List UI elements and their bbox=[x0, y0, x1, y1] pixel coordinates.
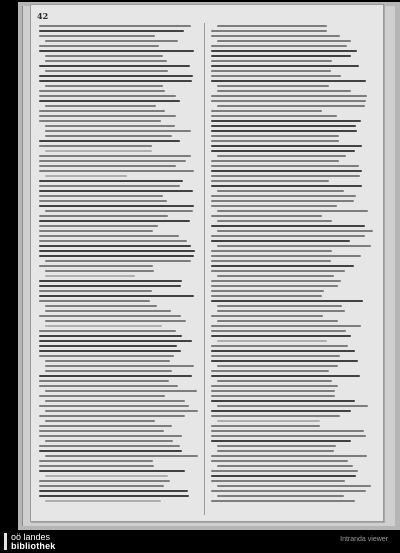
text-line bbox=[39, 155, 191, 157]
text-line bbox=[39, 485, 164, 487]
text-line bbox=[45, 500, 161, 502]
text-line bbox=[217, 105, 365, 107]
text-line bbox=[39, 470, 185, 472]
viewer-footer bbox=[0, 530, 400, 553]
text-line bbox=[39, 255, 194, 257]
text-line bbox=[39, 110, 165, 112]
text-line bbox=[211, 370, 329, 372]
text-line bbox=[211, 115, 337, 117]
text-line bbox=[39, 220, 190, 222]
text-line bbox=[45, 305, 157, 307]
text-line bbox=[39, 50, 194, 52]
text-line bbox=[211, 440, 351, 442]
page-number: 42 bbox=[37, 11, 49, 21]
text-line bbox=[211, 350, 355, 352]
text-line bbox=[39, 25, 191, 27]
library-logo-icon bbox=[4, 533, 7, 550]
text-line bbox=[211, 45, 347, 47]
text-line bbox=[217, 320, 338, 322]
text-line bbox=[45, 135, 172, 137]
text-line bbox=[39, 280, 182, 282]
text-line bbox=[39, 200, 167, 202]
text-line bbox=[217, 25, 327, 27]
text-line bbox=[45, 60, 167, 62]
text-column-left bbox=[39, 25, 195, 515]
text-line bbox=[45, 420, 155, 422]
text-line bbox=[45, 175, 127, 177]
text-line bbox=[39, 405, 189, 407]
text-line bbox=[211, 475, 356, 477]
text-line bbox=[39, 300, 150, 302]
text-line bbox=[39, 435, 182, 437]
text-line bbox=[39, 235, 179, 237]
text-line bbox=[217, 155, 346, 157]
text-line bbox=[39, 465, 154, 467]
text-line bbox=[211, 285, 338, 287]
text-line bbox=[45, 360, 170, 362]
text-line bbox=[211, 250, 332, 252]
text-line bbox=[39, 445, 180, 447]
text-line bbox=[211, 55, 351, 57]
text-line bbox=[211, 375, 360, 377]
text-line bbox=[39, 355, 174, 357]
text-line bbox=[211, 110, 322, 112]
text-line bbox=[217, 465, 353, 467]
text-line bbox=[211, 120, 361, 122]
text-line bbox=[39, 480, 170, 482]
logo-line-1: oö landes bbox=[11, 531, 51, 542]
text-line bbox=[211, 195, 356, 197]
text-line bbox=[217, 310, 345, 312]
text-line bbox=[217, 190, 344, 192]
text-line bbox=[45, 105, 156, 107]
text-line bbox=[211, 425, 320, 427]
text-line bbox=[39, 315, 181, 317]
text-line bbox=[211, 415, 340, 417]
text-line bbox=[217, 85, 329, 87]
text-line bbox=[39, 350, 181, 352]
text-line bbox=[39, 190, 193, 192]
text-line bbox=[39, 160, 186, 162]
text-line bbox=[217, 380, 332, 382]
text-line bbox=[211, 135, 339, 137]
text-line bbox=[39, 120, 161, 122]
text-line bbox=[39, 145, 152, 147]
text-line bbox=[39, 340, 192, 342]
text-line bbox=[39, 395, 165, 397]
text-line bbox=[39, 375, 192, 377]
text-line bbox=[39, 230, 153, 232]
text-line bbox=[39, 45, 159, 47]
text-line bbox=[211, 360, 358, 362]
text-line bbox=[45, 270, 154, 272]
text-line bbox=[211, 30, 327, 32]
text-line bbox=[39, 75, 193, 77]
text-column-right bbox=[211, 25, 367, 515]
text-line bbox=[39, 140, 180, 142]
text-line bbox=[211, 140, 339, 142]
text-line bbox=[211, 330, 346, 332]
text-line bbox=[39, 180, 183, 182]
text-line bbox=[211, 215, 322, 217]
text-line bbox=[211, 170, 362, 172]
text-line bbox=[39, 415, 185, 417]
text-line bbox=[45, 125, 175, 127]
text-line bbox=[211, 145, 362, 147]
text-line bbox=[45, 210, 193, 212]
text-line bbox=[45, 325, 162, 327]
text-line bbox=[211, 125, 356, 127]
text-line bbox=[39, 330, 176, 332]
text-line bbox=[45, 400, 185, 402]
text-line bbox=[45, 150, 152, 152]
text-line bbox=[211, 295, 322, 297]
text-line bbox=[39, 265, 153, 267]
text-line bbox=[39, 165, 176, 167]
text-line bbox=[45, 365, 194, 367]
text-line bbox=[39, 380, 169, 382]
text-line bbox=[211, 175, 360, 177]
text-line bbox=[211, 400, 355, 402]
text-line bbox=[45, 130, 191, 132]
text-line bbox=[39, 425, 172, 427]
text-line bbox=[45, 320, 186, 322]
text-line bbox=[39, 90, 165, 92]
text-line bbox=[211, 290, 324, 292]
text-line bbox=[211, 500, 355, 502]
text-line bbox=[39, 495, 189, 497]
text-line bbox=[217, 230, 373, 232]
text-line bbox=[39, 430, 164, 432]
text-line bbox=[211, 95, 367, 97]
text-line bbox=[217, 445, 336, 447]
text-line bbox=[211, 205, 337, 207]
text-line bbox=[211, 100, 366, 102]
text-line bbox=[217, 420, 320, 422]
text-line bbox=[39, 295, 194, 297]
text-line bbox=[39, 450, 182, 452]
text-line bbox=[39, 185, 180, 187]
text-line bbox=[211, 235, 365, 237]
text-line bbox=[211, 270, 345, 272]
text-line bbox=[39, 30, 184, 32]
text-line bbox=[39, 460, 153, 462]
text-line bbox=[45, 310, 171, 312]
text-line bbox=[211, 335, 351, 337]
text-line bbox=[211, 60, 332, 62]
text-line bbox=[45, 390, 197, 392]
text-line bbox=[45, 260, 191, 262]
text-line bbox=[211, 255, 361, 257]
logo-line-2: bibliothek bbox=[11, 540, 56, 551]
text-line bbox=[45, 70, 168, 72]
text-line bbox=[39, 195, 163, 197]
text-line bbox=[45, 370, 172, 372]
text-line bbox=[211, 280, 341, 282]
text-line bbox=[211, 165, 359, 167]
text-line bbox=[39, 35, 155, 37]
text-line bbox=[211, 395, 335, 397]
text-line bbox=[39, 65, 190, 67]
library-logo-text bbox=[11, 533, 56, 551]
text-line bbox=[211, 160, 339, 162]
text-line bbox=[211, 460, 348, 462]
text-line bbox=[217, 405, 368, 407]
text-line bbox=[39, 240, 187, 242]
text-line bbox=[211, 185, 362, 187]
text-line bbox=[45, 85, 163, 87]
text-line bbox=[39, 170, 194, 172]
text-line bbox=[211, 75, 341, 77]
text-line bbox=[45, 40, 178, 42]
text-line bbox=[211, 265, 354, 267]
text-line bbox=[211, 430, 364, 432]
text-line bbox=[211, 260, 331, 262]
text-line bbox=[211, 300, 363, 302]
text-line bbox=[217, 40, 351, 42]
text-line bbox=[39, 345, 177, 347]
text-line bbox=[39, 335, 182, 337]
text-line bbox=[211, 325, 361, 327]
text-line bbox=[217, 210, 368, 212]
text-line bbox=[211, 490, 366, 492]
text-line bbox=[217, 495, 344, 497]
text-line bbox=[217, 245, 371, 247]
text-line bbox=[211, 470, 358, 472]
text-line bbox=[45, 455, 198, 457]
text-line bbox=[211, 200, 354, 202]
text-line bbox=[211, 240, 350, 242]
viewer-brand: Intranda viewer bbox=[340, 536, 388, 543]
text-line bbox=[211, 50, 357, 52]
text-line bbox=[39, 385, 178, 387]
scanned-page[interactable] bbox=[30, 4, 384, 522]
text-line bbox=[217, 90, 351, 92]
text-line bbox=[39, 80, 192, 82]
text-line bbox=[217, 275, 334, 277]
text-line bbox=[211, 70, 331, 72]
text-line bbox=[39, 95, 176, 97]
text-line bbox=[211, 225, 365, 227]
text-line bbox=[211, 385, 338, 387]
text-line bbox=[211, 480, 345, 482]
text-line bbox=[45, 275, 135, 277]
text-line bbox=[39, 245, 191, 247]
text-line bbox=[217, 220, 332, 222]
text-line bbox=[217, 485, 371, 487]
text-line bbox=[45, 440, 173, 442]
text-line bbox=[39, 100, 180, 102]
text-line bbox=[211, 180, 329, 182]
text-line bbox=[39, 285, 181, 287]
text-line bbox=[211, 65, 359, 67]
text-line bbox=[211, 435, 366, 437]
text-line bbox=[211, 80, 366, 82]
text-line bbox=[39, 205, 194, 207]
text-line bbox=[217, 305, 342, 307]
text-line bbox=[211, 345, 348, 347]
library-logo[interactable] bbox=[4, 531, 56, 552]
text-line bbox=[45, 55, 163, 57]
text-line bbox=[211, 455, 367, 457]
text-line bbox=[211, 35, 340, 37]
column-divider bbox=[204, 23, 205, 515]
text-line bbox=[45, 410, 198, 412]
text-line bbox=[39, 215, 168, 217]
text-line bbox=[211, 355, 340, 357]
text-line bbox=[39, 115, 176, 117]
text-line bbox=[211, 315, 323, 317]
text-line bbox=[217, 365, 338, 367]
text-line bbox=[211, 390, 335, 392]
text-line bbox=[45, 475, 168, 477]
text-line bbox=[217, 340, 327, 342]
text-line bbox=[39, 290, 152, 292]
text-line bbox=[211, 130, 357, 132]
text-line bbox=[39, 225, 158, 227]
text-line bbox=[39, 250, 195, 252]
text-line bbox=[211, 150, 355, 152]
text-line bbox=[211, 410, 351, 412]
text-line bbox=[39, 490, 188, 492]
text-line bbox=[217, 450, 334, 452]
